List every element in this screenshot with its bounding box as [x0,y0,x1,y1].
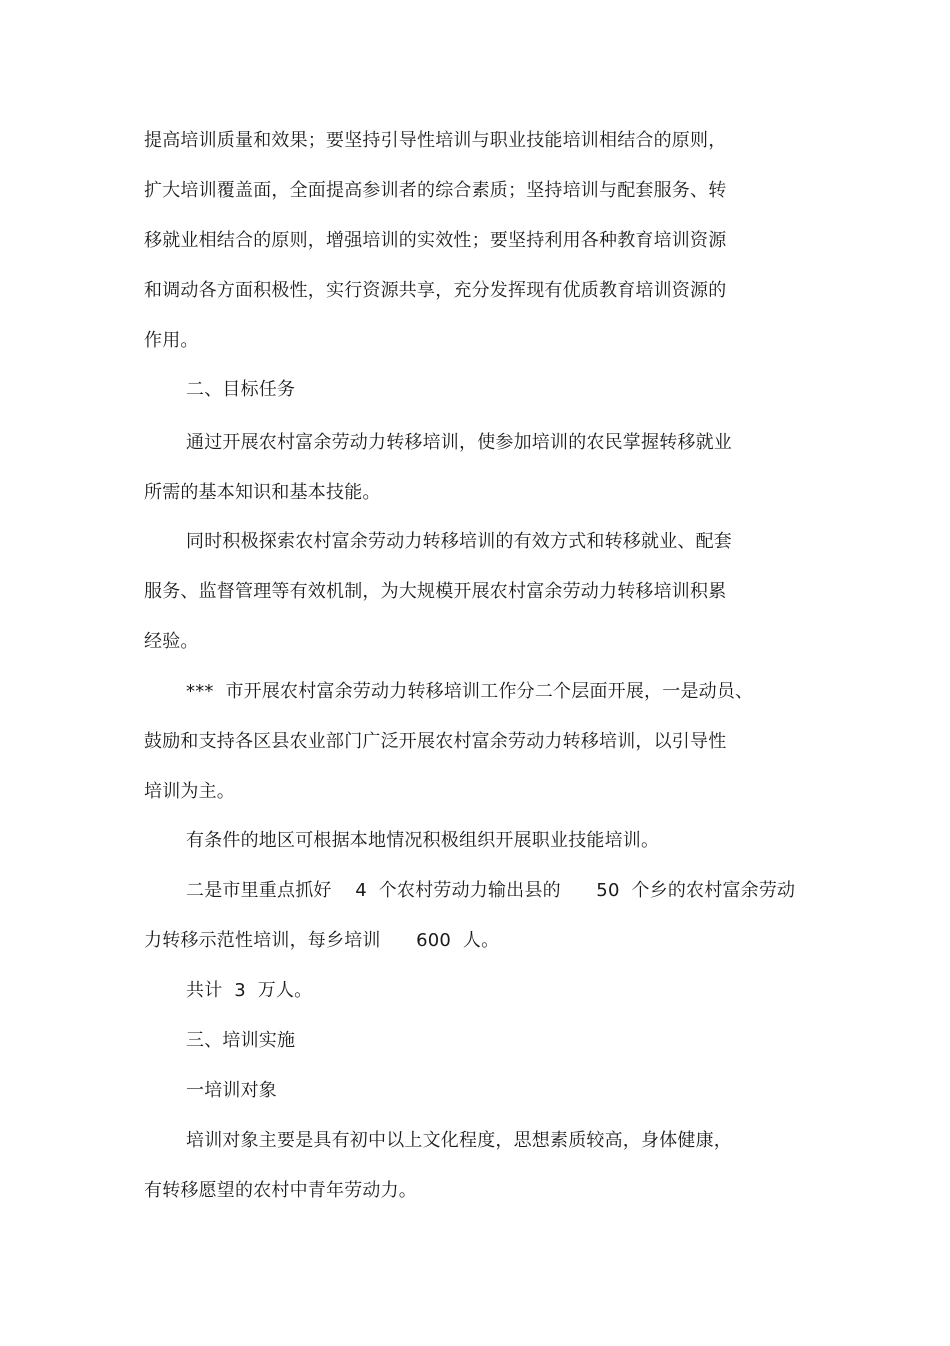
section-heading-goals: 二、目标任务 [186,379,296,400]
paragraph-line: 同时积极探索农村富余劳动力转移培训的有效方式和转移就业、配套 [186,531,732,552]
paragraph-line: 有转移愿望的农村中青年劳动力。 [144,1180,417,1201]
paragraph-line: 通过开展农村富余劳动力转移培训，使参加培训的农民掌握转移就业 [186,432,732,453]
paragraph-line: 和调动各方面积极性，实行资源共享，充分发挥现有优质教育培训资源的 [144,280,727,301]
paragraph-line: 作用。 [144,330,199,351]
paragraph-line: 共计 3 万人。 [186,980,313,1001]
paragraph-line: 有条件的地区可根据本地情况积极组织开展职业技能培训。 [186,830,660,851]
subsection-heading-trainees: 一培训对象 [186,1080,277,1101]
paragraph-line: 服务、监督管理等有效机制，为大规模开展农村富余劳动力转移培训积累 [144,581,727,602]
paragraph-line: 经验。 [144,631,199,652]
paragraph-line: 培训为主。 [144,781,235,802]
paragraph-line: 提高培训质量和效果；要坚持引导性培训与职业技能培训相结合的原则， [144,130,727,151]
paragraph-line: 所需的基本知识和基本技能。 [144,482,381,503]
paragraph-line: 扩大培训覆盖面，全面提高参训者的综合素质；坚持培训与配套服务、转 [144,180,727,201]
paragraph-line: 移就业相结合的原则，增强培训的实效性；要坚持利用各种教育培训资源 [144,230,727,251]
paragraph-line: 二是市里重点抓好 4 个农村劳动力输出县的 50 个乡的农村富余劳动 [186,880,796,901]
paragraph-line: *** 市开展农村富余劳动力转移培训工作分二个层面开展，一是动员、 [186,681,754,702]
section-heading-implementation: 三、培训实施 [186,1030,296,1051]
paragraph-line: 鼓励和支持各区县农业部门广泛开展农村富余劳动力转移培训，以引导性 [144,731,727,752]
paragraph-line: 力转移示范性培训，每乡培训 600 人。 [144,930,500,951]
paragraph-line: 培训对象主要是具有初中以上文化程度，思想素质较高，身体健康， [186,1130,732,1151]
